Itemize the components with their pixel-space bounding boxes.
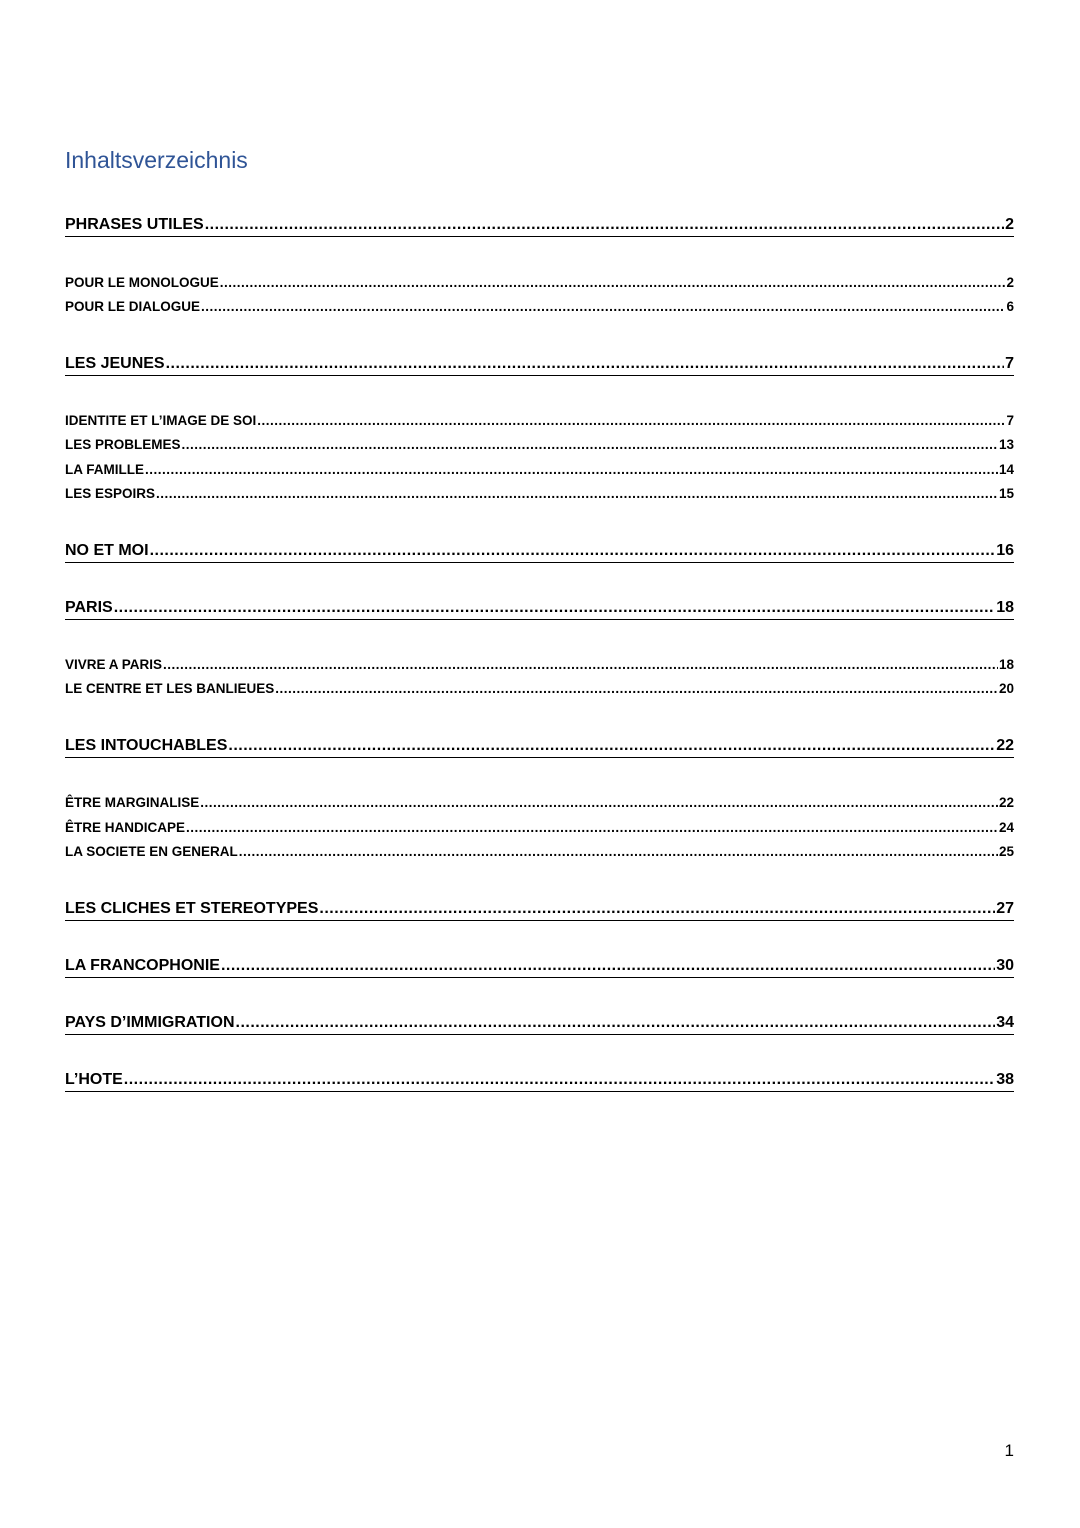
toc-entry[interactable] (65, 655, 1014, 675)
toc-entry-page: 2 (1005, 216, 1014, 233)
toc-entry-page: 15 (998, 486, 1014, 501)
toc-entry[interactable] (65, 898, 1014, 921)
dot-leader (205, 214, 1004, 236)
dot-leader (114, 597, 995, 619)
toc-entry-page: 14 (998, 462, 1014, 477)
toc-entry-label: PHRASES UTILES (65, 216, 204, 233)
dot-leader (186, 818, 998, 838)
toc-entry[interactable] (65, 435, 1014, 455)
toc-entry-label: ÊTRE MARGINALISE (65, 795, 200, 810)
dot-leader (166, 353, 1005, 375)
toc-entry[interactable] (65, 793, 1014, 813)
toc-entry-page: 18 (996, 599, 1014, 616)
toc-entry[interactable] (65, 955, 1014, 978)
toc-entry[interactable] (65, 1012, 1014, 1035)
dot-leader (201, 297, 1005, 317)
dot-leader (220, 273, 1006, 293)
toc-entry-label: LA FRANCOPHONIE (65, 957, 220, 974)
toc-entry-label: LES PROBLEMES (65, 437, 181, 452)
toc-entry-label: LA SOCIETE EN GENERAL (65, 844, 238, 859)
dot-leader (200, 793, 998, 813)
dot-leader (319, 898, 995, 920)
toc-entry[interactable] (65, 460, 1014, 480)
toc-entry[interactable] (65, 353, 1014, 376)
toc-entry[interactable] (65, 1069, 1014, 1092)
toc-entry-page: 7 (1006, 413, 1014, 428)
toc-entry-page: 20 (998, 681, 1014, 696)
toc-entry[interactable] (65, 297, 1014, 317)
dot-leader (239, 842, 998, 862)
toc-entry[interactable] (65, 484, 1014, 504)
dot-leader (163, 655, 998, 675)
toc-entry-page: 25 (998, 844, 1014, 859)
toc-entry-page: 27 (996, 900, 1014, 917)
toc-entry[interactable] (65, 818, 1014, 838)
toc-entry-label: IDENTITE ET L’IMAGE DE SOI (65, 413, 257, 428)
toc-entry-label: LES CLICHES ET STEREOTYPES (65, 900, 319, 917)
toc-entry-label: POUR LE MONOLOGUE (65, 275, 219, 290)
toc-entry-label: NO ET MOI (65, 542, 149, 559)
dot-leader (145, 460, 998, 480)
toc-entry-page: 7 (1005, 355, 1014, 372)
toc-entry-page: 6 (1006, 299, 1014, 314)
toc-entry-page: 13 (998, 437, 1014, 452)
dot-leader (221, 955, 995, 977)
toc-entry[interactable] (65, 540, 1014, 563)
dot-leader (150, 540, 996, 562)
dot-leader (257, 411, 1005, 431)
toc-entry-page: 34 (996, 1014, 1014, 1031)
toc-entry[interactable] (65, 597, 1014, 620)
dot-leader (124, 1069, 995, 1091)
toc-heading: Inhaltsverzeichnis (65, 147, 248, 173)
toc-entry-label: ÊTRE HANDICAPE (65, 820, 186, 835)
toc-entry-page: 16 (996, 542, 1014, 559)
toc-entry-label: POUR LE DIALOGUE (65, 299, 201, 314)
toc-entry-page: 2 (1006, 275, 1014, 290)
toc-entry[interactable] (65, 679, 1014, 699)
toc-entry[interactable] (65, 842, 1014, 862)
toc-entry-page: 24 (998, 820, 1014, 835)
toc-entry[interactable] (65, 273, 1014, 293)
toc-entry-page: 22 (998, 795, 1014, 810)
toc-entry-label: LES JEUNES (65, 355, 165, 372)
toc-entry-label: PAYS D’IMMIGRATION (65, 1014, 235, 1031)
toc-entry-label: VIVRE A PARIS (65, 657, 163, 672)
dot-leader (228, 735, 995, 757)
page-number: 1 (1004, 1441, 1014, 1460)
toc-entry-label: LE CENTRE ET LES BANLIEUES (65, 681, 275, 696)
toc-entry-label: LES ESPOIRS (65, 486, 156, 501)
dot-leader (156, 484, 998, 504)
dot-leader (236, 1012, 996, 1034)
toc-entry-label: L’HOTE (65, 1071, 123, 1088)
toc-entry-label: LA FAMILLE (65, 462, 144, 477)
toc-entry-page: 22 (996, 737, 1014, 754)
toc-entry-page: 38 (996, 1071, 1014, 1088)
toc-entry-label: PARIS (65, 599, 113, 616)
dot-leader (275, 679, 998, 699)
toc-entry[interactable] (65, 214, 1014, 237)
toc-entry-page: 30 (996, 957, 1014, 974)
toc-entry-label: LES INTOUCHABLES (65, 737, 228, 754)
toc-entry-page: 18 (998, 657, 1014, 672)
dot-leader (182, 435, 998, 455)
toc-entry[interactable] (65, 411, 1014, 431)
toc-entry[interactable] (65, 735, 1014, 758)
